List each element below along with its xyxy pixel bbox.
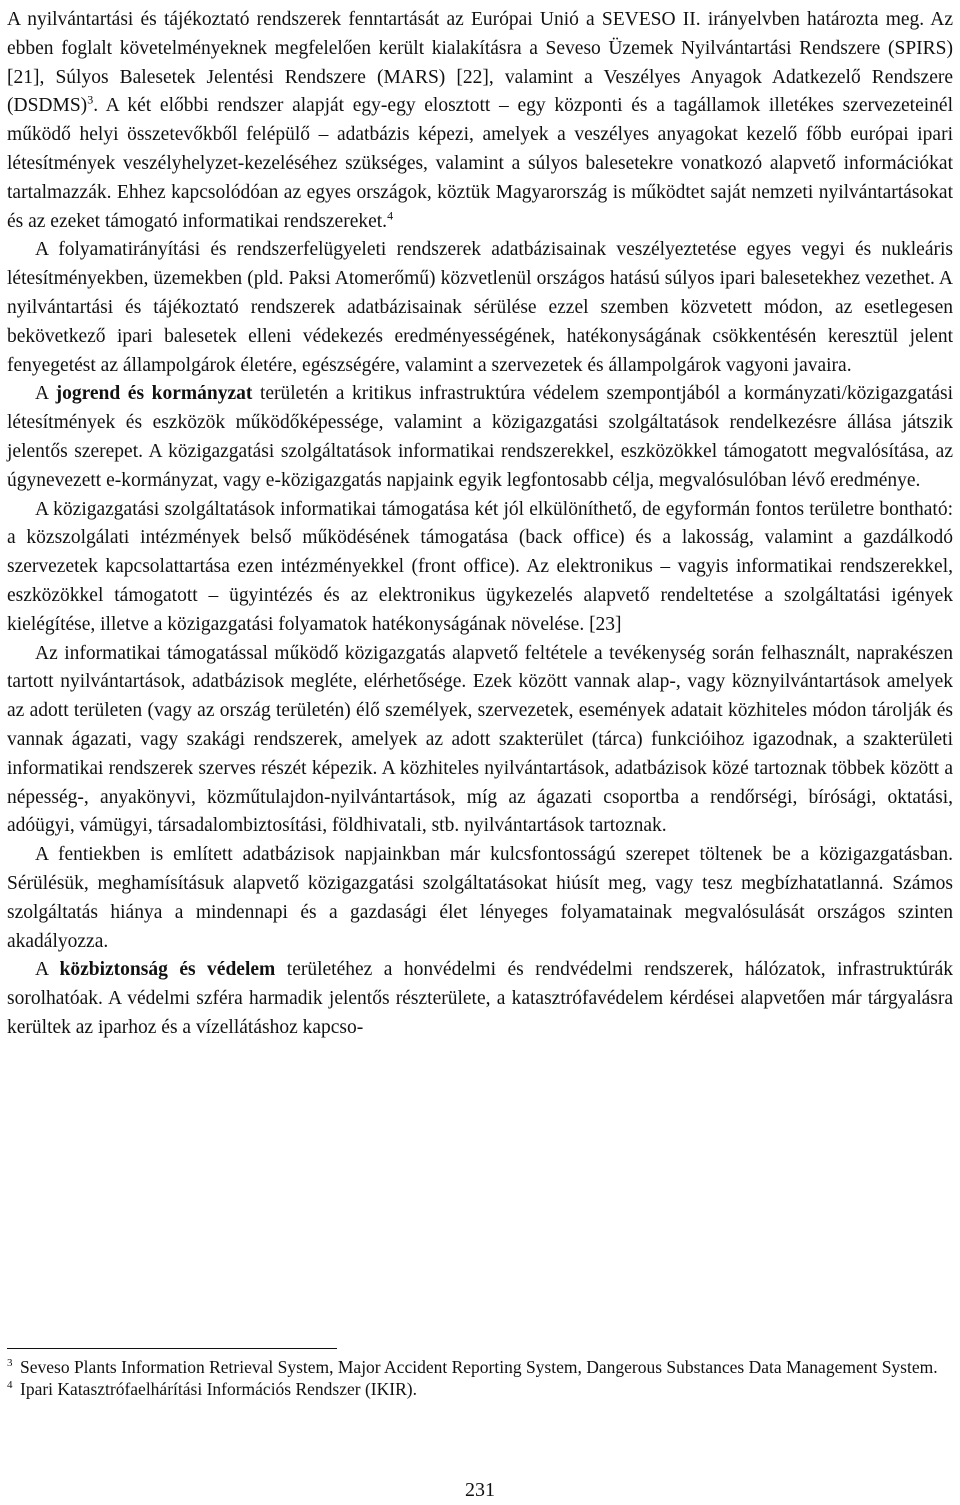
paragraph-7-text: területéhez a honvédelmi és rendvédelmi rendszerek, hálózatok, infrastruktúrák sorolhatóak. A védelmi szféra harmadik jelentős részterülete, a katasztrófavédelem kérdései alapvetően már tárgyalásra kerültek az iparhoz és a vízellátáshoz kapcso- bbox=[7, 959, 954, 1038]
paragraph-3-lead: A bbox=[35, 383, 56, 405]
paragraph-3 bbox=[7, 380, 953, 495]
footnote-text: Ipari Katasztrófaelhárítási Információs Rendszer (IKIR). bbox=[20, 1379, 417, 1399]
footnotes bbox=[7, 1356, 957, 1400]
paragraph-4: A közigazgatási szolgáltatások informatikai támogatása két jól elkülöníthető, de egyformán fontos területre bontható: a közszolgálati intézmények belső működésének támogatása (back office) és a lakosság, valamint a gazdálkodó szervezetek kapcsolattartása ezen intézményekkel (front office). Az elektronikus – vagyis informatikai rendszerekkel, eszközökkel támogatott – ügyintézés és az elektronikus ügykezelés alapvető rendeltetése a szolgáltatási igények kielégítése, illetve a közigazgatási folyamatok hatékonyságának növelése. [23] bbox=[7, 498, 953, 635]
paragraph-2: A folyamatirányítási és rendszerfelügyeleti rendszerek adatbázisainak veszélyeztetése egyes vegyi és nukleáris létesítményekben, üzemekben (pld. Paksi Atomerőmű) közvetlenül országos hatású súlyos ipari balesetekhez vezethet. A nyilvántartási és tájékoztató rendszerek adatbázisainak sérülése ezzel szemben közvetett módon, az esetlegesen bekövetkező ipari balesetek elleni védekezés eredményességének, hatékonyságának csökkentésén keresztül jelent fenyegetést az állampolgárok életére, egészségére, valamint a szervezetek és állampolgárok vagyoni javaira. bbox=[7, 239, 953, 376]
footnote-text: Seveso Plants Information Retrieval System, Major Accident Reporting System, Dangerous Substances Data Management System. bbox=[20, 1357, 938, 1377]
footnote-number: 4 bbox=[7, 1379, 13, 1391]
paragraph-7-bold-term: közbiztonság és védelem bbox=[59, 959, 276, 981]
paragraph-1-text-a: A nyilvántartási és tájékoztató rendszerek fenntartását az Európai Unió a SEVESO II. irányelvben határozta meg. Az ebben foglalt követelményeknek megfelelően került kialakításra a Seveso Üzemek Nyilvántartási Rendszere (SPIRS) [21], Súlyos Balesetek Jelentési Rendszere (MARS) [22], valamint a Veszélyes Anyagok Adatkezelő Rendszere (DSDMS) bbox=[7, 9, 953, 117]
footnote-number: 3 bbox=[7, 1357, 13, 1369]
paragraph-1-text-b: . A két előbbi rendszer alapját egy-egy elosztott – egy központi és a tagállamok illetékes szervezeteinél működő helyi összetevőkből felépülő – adatbázis képezi, amelyek a veszélyes anyagokat kezelő főbb európai ipari létesítmények veszélyhelyzet-kezeléséhez szükséges, valamint a súlyos balesetekre vonatkozó alapvető információkat tartalmazzák. Ehhez kapcsolódóan az egyes országok, köztük Magyarország is működtet saját nemzeti nyilvántartásokat és az ezeket támogató informatikai rendszereket. bbox=[7, 95, 953, 232]
footnote-4 bbox=[7, 1378, 957, 1400]
footnote-divider bbox=[7, 1348, 337, 1349]
page-number: 231 bbox=[465, 1479, 495, 1501]
footnote-ref-3: 3 bbox=[87, 92, 94, 107]
paragraph-5: Az informatikai támogatással működő közigazgatás alapvető feltétele a tevékenység során felhasznált, naprakészen tartott nyilvántartások, adatbázisok megléte, elérhetősége. Ezek között vannak alap-, vagy köznyilvántartások amelyek az adott területen (vagy az ország területén) élő személyek, szervezetek, események adatait közhiteles módon tárolják és vannak ágazati, vagy szakági rendszerek, amelyek az adott szakterület (tárca) funkcióihoz igazodnak, a szakterületi informatikai rendszerek szerves részét képezik. A közhiteles nyilvántartások, adatbázisok közé tartoznak többek között a népesség-, anyakönyvi, közműtulajdon-nyilvántartások, míg az ágazati csoportba a rendőrségi, bírósági, oktatási, adóügyi, vámügyi, társadalombiztosítási, földhivatali, stb. nyilvántartások tartoznak. bbox=[7, 642, 953, 837]
paragraph-7 bbox=[7, 956, 953, 1042]
paragraph-1 bbox=[7, 6, 953, 236]
paragraph-3-text: területén a kritikus infrastruktúra védelem szempontjából a kormányzati/közigazgatási létesítmények és eszközök működőképessége, valamint a közigazgatási szolgáltatások rendelkezésre állása játszik jelentős szerepet. A közigazgatási szolgáltatások informatikai rendszerekkel, eszközökkel támogatott megvalósítása, az úgynevezett e-kormányzat, vagy e-közigazgatás napjaink egyik legfontosabb célja, megvalósulóban lévő eredménye. bbox=[7, 383, 953, 491]
paragraph-7-lead: A bbox=[35, 959, 60, 981]
paragraph-6: A fentiekben is említett adatbázisok napjainkban már kulcsfontosságú szerepet töltenek be a közigazgatásban. Sérülésük, meghamísításuk alapvető közigazgatási szolgáltatásokat hiúsít meg, vagy tesz megbízhatatlanná. Számos szolgáltatás hiánya a mindennapi és a gazdasági élet lényeges folyamatainak megvalósulását országos szinten akadályozza. bbox=[7, 844, 953, 952]
body-text bbox=[7, 6, 953, 1043]
paragraph-3-bold-term: jogrend és kormányzat bbox=[55, 383, 253, 405]
footnote-3 bbox=[7, 1356, 957, 1378]
footnote-ref-4: 4 bbox=[387, 208, 394, 223]
